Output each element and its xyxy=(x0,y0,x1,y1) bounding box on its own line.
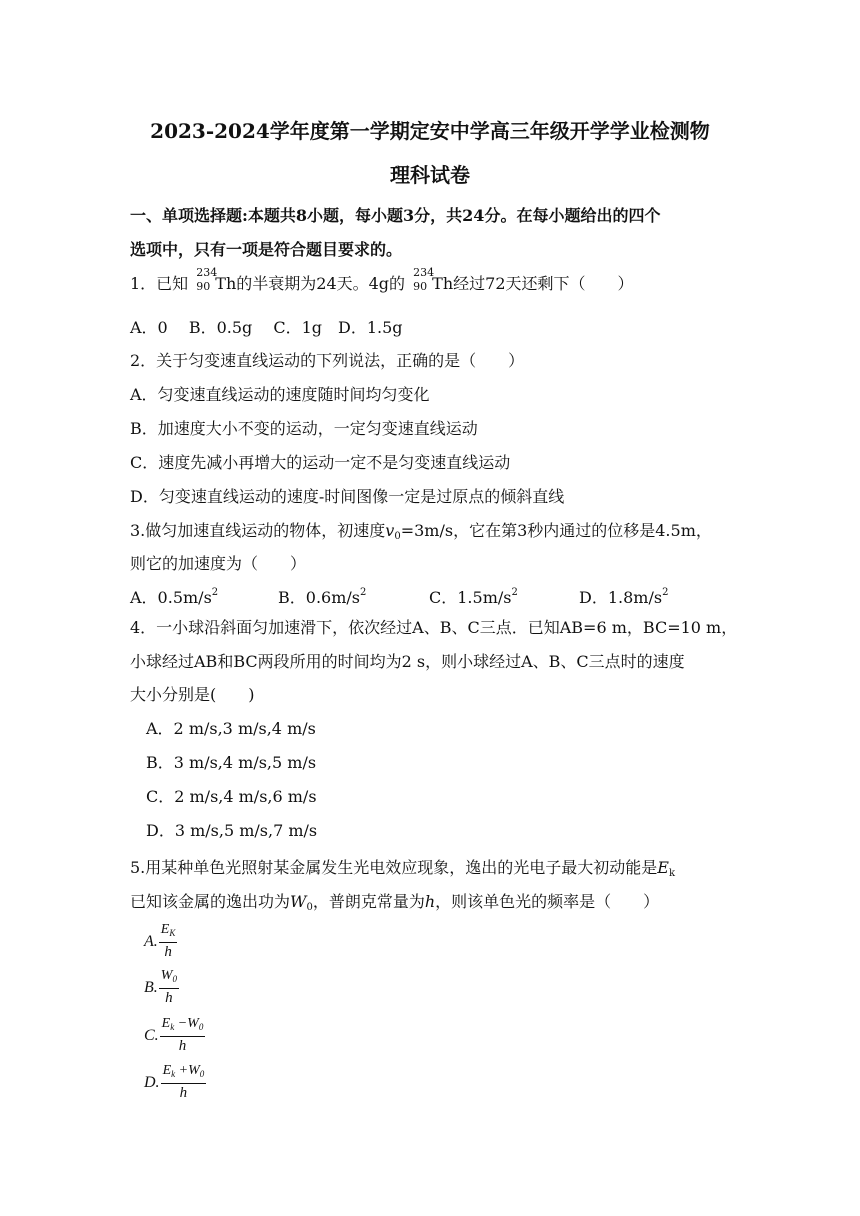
q3-v-symbol: v xyxy=(385,521,395,540)
q5-a-fraction xyxy=(159,922,178,961)
q5-w0-symbol: W xyxy=(290,892,307,911)
q1-text-1: 1．已知 xyxy=(130,274,189,293)
question-4-option-b: B．3 m/s,4 m/s,5 m/s xyxy=(146,753,317,772)
q3-v-subscript: 0 xyxy=(394,531,401,542)
question-4-option-c: C．2 m/s,4 m/s,6 m/s xyxy=(146,787,317,806)
question-3-option-a xyxy=(130,585,218,608)
question-2-option-a: A．匀变速直线运动的速度随时间均匀变化 xyxy=(130,385,430,404)
q5-c-denominator: h xyxy=(178,1038,187,1054)
question-2-stem: 2．关于匀变速直线运动的下列说法，正确的是（ ） xyxy=(130,351,525,370)
q3-d-exp: 2 xyxy=(662,587,669,598)
question-5-option-d xyxy=(144,1063,206,1102)
question-3-option-c xyxy=(429,585,518,608)
q5-d-num-sub: k xyxy=(171,1069,176,1079)
q5-d-num-var: E xyxy=(162,1063,172,1078)
question-4-stem-line3: 大小分别是( ) xyxy=(130,685,255,704)
q5-c-label: C. xyxy=(144,1026,159,1044)
q5-b-num-sub: 0 xyxy=(172,974,177,984)
exam-title-line2: 理科试卷 xyxy=(390,163,470,187)
q5-c-numerator xyxy=(160,1016,206,1037)
q5-b-num-var: W xyxy=(160,968,173,983)
q5-d-fraction xyxy=(161,1063,207,1102)
question-4-option-a: A．2 m/s,3 m/s,4 m/s xyxy=(146,719,316,738)
q3-text-1: 3.做匀加速直线运动的物体，初速度 xyxy=(130,521,386,540)
nuclide-th234-2 xyxy=(410,266,435,294)
q3-d-text: D．1.8m/s xyxy=(579,588,663,607)
q5-text-1: 5.用某种单色光照射某金属发生光电效应现象，逸出的光电子最大初动能是 xyxy=(130,858,658,877)
q3-b-exp: 2 xyxy=(359,587,367,598)
element-symbol-2: Th xyxy=(432,274,454,293)
q1-text-2: 的半衰期为24天。4g的 xyxy=(236,274,406,293)
question-2-option-c: C．速度先减小再增大的运动一定不是匀变速直线运动 xyxy=(130,453,511,472)
atomic-number: 90 xyxy=(196,280,211,293)
atomic-number-2: 90 xyxy=(413,280,428,293)
q5-b-numerator xyxy=(159,968,179,989)
question-4-option-d: D．3 m/s,5 m/s,7 m/s xyxy=(146,821,318,840)
q5-a-numerator xyxy=(159,922,178,943)
q5-b-fraction xyxy=(159,968,179,1007)
question-2-option-d: D．匀变速直线运动的速度-时间图像一定是过原点的倾斜直线 xyxy=(130,487,565,506)
section-heading-line1: 一、单项选择题:本题共8小题，每小题3分，共24分。在每小题给出的四个 xyxy=(130,206,661,225)
q5-text-4: ，则该单色光的频率是（ ） xyxy=(435,892,660,911)
question-4-stem-line2: 小球经过AB和BC两段所用的时间均为2 s，则小球经过A、B、C三点时的速度 xyxy=(130,652,685,671)
q5-b-denominator: h xyxy=(165,990,173,1006)
q5-c-num-var: E xyxy=(161,1016,171,1031)
q5-d-label: D. xyxy=(144,1073,160,1091)
q3-c-exp: 2 xyxy=(511,587,518,598)
question-5-option-a xyxy=(144,922,177,961)
q5-c-num-rest-sub: 0 xyxy=(198,1022,204,1032)
question-2-option-b: B．加速度大小不变的运动，一定匀变速直线运动 xyxy=(130,419,478,438)
question-3-option-d xyxy=(579,585,668,608)
section-heading-line2: 选项中，只有一项是符合题目要求的。 xyxy=(130,240,403,259)
q5-ek-symbol: E xyxy=(657,858,669,877)
q5-c-num-sub: k xyxy=(170,1022,175,1032)
question-5-option-c xyxy=(144,1016,205,1055)
question-1-options: A．0 B．0.5g C．1g D．1.5g xyxy=(130,318,403,337)
q3-a-text: A．0.5m/s xyxy=(130,588,212,607)
q5-d-num-rest: +W xyxy=(175,1063,200,1078)
mass-number: 234 xyxy=(196,266,218,279)
exam-title-line1: 2023-2024学年度第一学期定安中学高三年级开学学业检测物 xyxy=(150,119,710,143)
q5-h-symbol: h xyxy=(424,892,436,911)
q5-c-fraction xyxy=(160,1016,206,1055)
q5-ek-subscript: k xyxy=(668,868,676,879)
q5-d-num-rest-sub: 0 xyxy=(199,1069,205,1079)
q3-a-exp: 2 xyxy=(211,587,219,598)
q5-text-2: 已知该金属的逸出功为 xyxy=(130,892,291,911)
nuclide-th234 xyxy=(193,266,218,294)
q3-c-text: C．1.5m/s xyxy=(429,588,512,607)
question-3-stem-line2: 则它的加速度为（ ） xyxy=(130,554,307,573)
question-5-option-b xyxy=(144,968,179,1007)
q5-a-label: A. xyxy=(144,932,158,950)
q5-b-label: B. xyxy=(144,978,158,996)
question-4-stem-line1: 4．一小球沿斜面匀加速滑下，依次经过A、B、C三点．已知AB=6 m，BC=10 m， xyxy=(130,618,738,637)
question-3-stem-line1 xyxy=(130,518,712,542)
q5-a-num-var: E xyxy=(160,922,170,937)
q5-c-num-rest: −W xyxy=(174,1016,199,1031)
question-3-option-b xyxy=(278,585,366,608)
q5-d-denominator: h xyxy=(179,1085,188,1101)
q3-text-2: =3m/s，它在第3秒内通过的位移是4.5m， xyxy=(400,521,712,540)
q5-a-denominator: h xyxy=(164,944,172,960)
q1-text-3: 经过72天还剩下（ ） xyxy=(453,274,634,293)
question-1-stem xyxy=(130,266,634,294)
q5-text-3: ，普朗克常量为 xyxy=(312,892,425,911)
mass-number-2: 234 xyxy=(413,266,435,279)
q5-d-numerator xyxy=(161,1063,207,1084)
q5-a-num-sub: K xyxy=(169,928,176,938)
element-symbol: Th xyxy=(215,274,237,293)
q3-b-text: B．0.6m/s xyxy=(278,588,360,607)
question-5-stem-line2 xyxy=(130,889,659,913)
q5-w0-subscript: 0 xyxy=(306,902,313,913)
question-5-stem-line1 xyxy=(130,855,675,879)
